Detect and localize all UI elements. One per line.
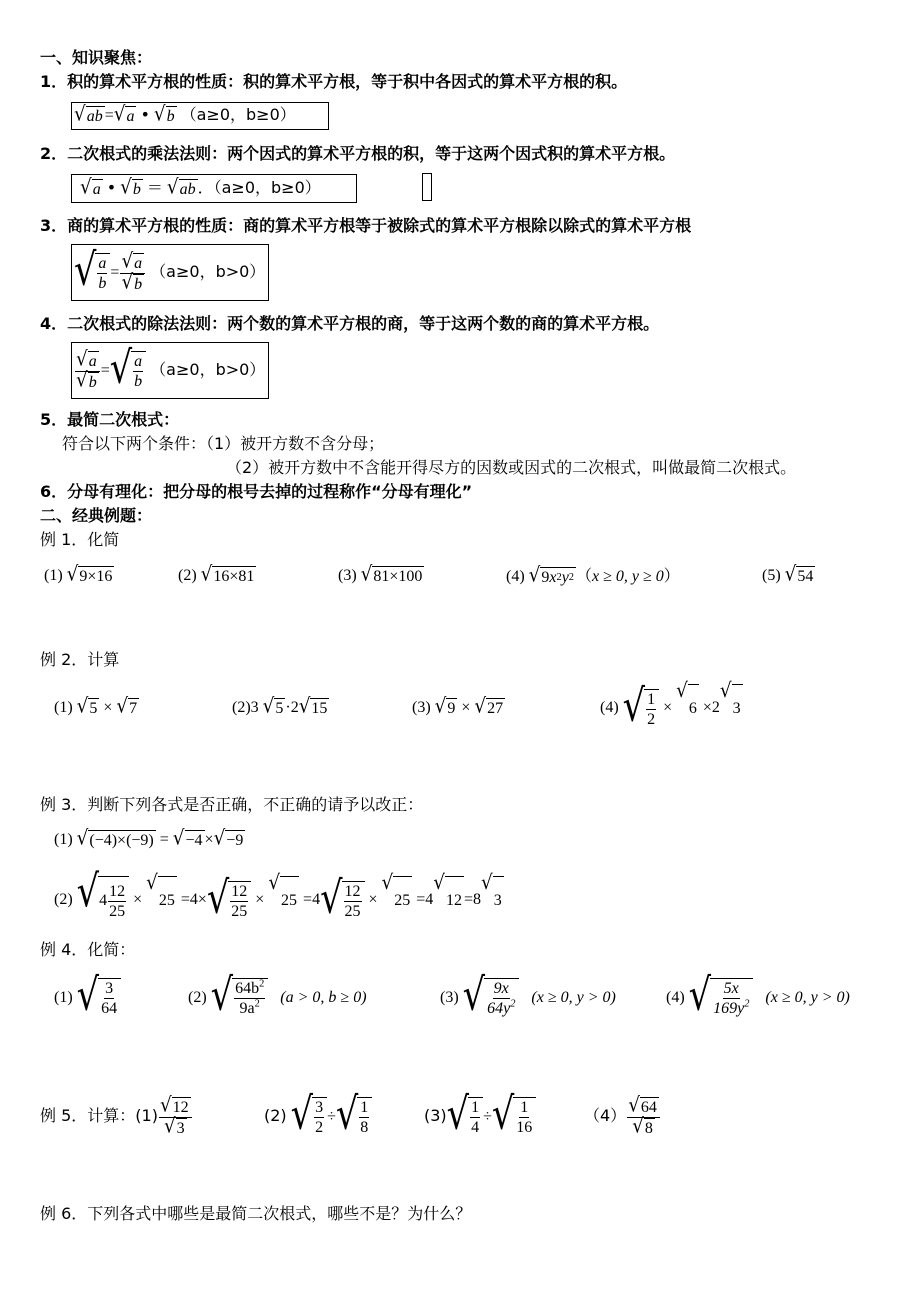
ex2-item3: (3) √ 9 × √ 27 (412, 694, 504, 718)
ex1-item3: (3) √ 81×100 (338, 562, 423, 586)
ex5-item3: (3) √ 1 4 ÷ √ 1 16 (424, 1092, 536, 1141)
formula1: √ ab = √ a • √ b （a≥0，b≥0） (74, 102, 296, 126)
ex1-item5: (5) √ 54 (762, 562, 814, 586)
ex4-item3: (3) √ 9x $64y^2$ (x ≥ 0, y > 0) (440, 969, 616, 1021)
example2-title: 例 2．计算 (40, 650, 120, 669)
ex4-item4: (4) √ 5x $169y^2$ (x ≥ 0, y > 0) (666, 969, 850, 1021)
ex4-item2: (2) √ $64b^2$ $9a^2$ (a > 0, b ≥ 0) (188, 969, 367, 1021)
ex3-item2: (2) √ 4 12 25 × √ 25 =4× √ 12 25 × √ 25 =4 √ 12 25 × √ 25 =4 √ 12 =8 √ 3 (54, 866, 502, 923)
ex5-item4: （4） √ 64 √ 8 (584, 1092, 661, 1141)
item2-text: 2．二次根式的乘法法则：两个因式的算术平方根的积，等于这两个因式积的算术平方根。 (40, 144, 676, 163)
ex2-item4: (4) √ 1 2 × √ 6 ×2 √ 3 (600, 679, 741, 731)
ex1-item2: (2) √ 16×81 (178, 562, 255, 586)
ex1-item4: (4) √ 9 x 2 y 2 （x ≥ 0, y ≥ 0） (506, 563, 680, 587)
ex2-item2: (2)3 √ 5 ·2 √ 15 (232, 694, 328, 718)
item5-cond1: 符合以下两个条件：（1）被开方数不含分母； (62, 434, 385, 453)
item4-text: 4．二次根式的除法法则：两个数的算术平方根的商，等于这两个数的商的算术平方根。 (40, 314, 660, 333)
example6-title: 例 6．下列各式中哪些是最简二次根式，哪些不是？为什么？ (40, 1204, 472, 1223)
ex2-item1: (1) √ 5 × √ 7 (54, 694, 138, 718)
item3-text: 3．商的算术平方根的性质：商的算术平方根等于被除式的算术平方根除以除式的算术平方根 (40, 216, 692, 235)
item1-text: 1．积的算术平方根的性质：积的算术平方根，等于积中各因式的算术平方根的积。 (40, 72, 628, 91)
example5-row: 例 5．计算：(1) √ 12 √ 3 (2) √ 3 2 ÷ √ 1 8 (3) √ 1 4 ÷ √ 1 16 （4） √ 64 √ 8 (40, 1092, 193, 1141)
section2-heading: 二、经典例题： (40, 506, 153, 525)
ex3-item1: (1) √ (−4)×(−9) = √ −4 × √ −9 (54, 826, 244, 850)
ex5-item2: (2) √ 3 2 ÷ √ 1 8 (264, 1092, 372, 1141)
item5-cond2: （2）被开方数中不含能开得尽方的因数或因式的二次根式，叫做最简二次根式。 (226, 458, 797, 477)
section1-heading: 一、知识聚焦： (40, 48, 153, 67)
example3-title: 例 3．判断下列各式是否正确，不正确的请予以改正： (40, 795, 424, 814)
example1-title: 例 1．化简 (40, 530, 120, 549)
ex1-item1: (1) √ 9×16 (44, 562, 113, 586)
item6-text: 6．分母有理化：把分母的根号去掉的过程称作“分母有理化” (40, 482, 473, 501)
item5-text: 5．最简二次根式： (40, 410, 180, 429)
ex4-item1: (1) √ 3 64 (54, 974, 121, 1022)
formula2: √ a • √ b ＝ √ ab ．（a≥0，b≥0） (80, 175, 321, 199)
example5-title: 例 5．计算： (40, 1106, 136, 1125)
empty-box (422, 173, 432, 201)
formula3: √ a b = √ a √ b （a≥0，b>0） (74, 244, 266, 296)
formula4: √ a √ b = √ a b （a≥0，b>0） (76, 342, 266, 394)
example4-title: 例 4．化简： (40, 940, 136, 959)
